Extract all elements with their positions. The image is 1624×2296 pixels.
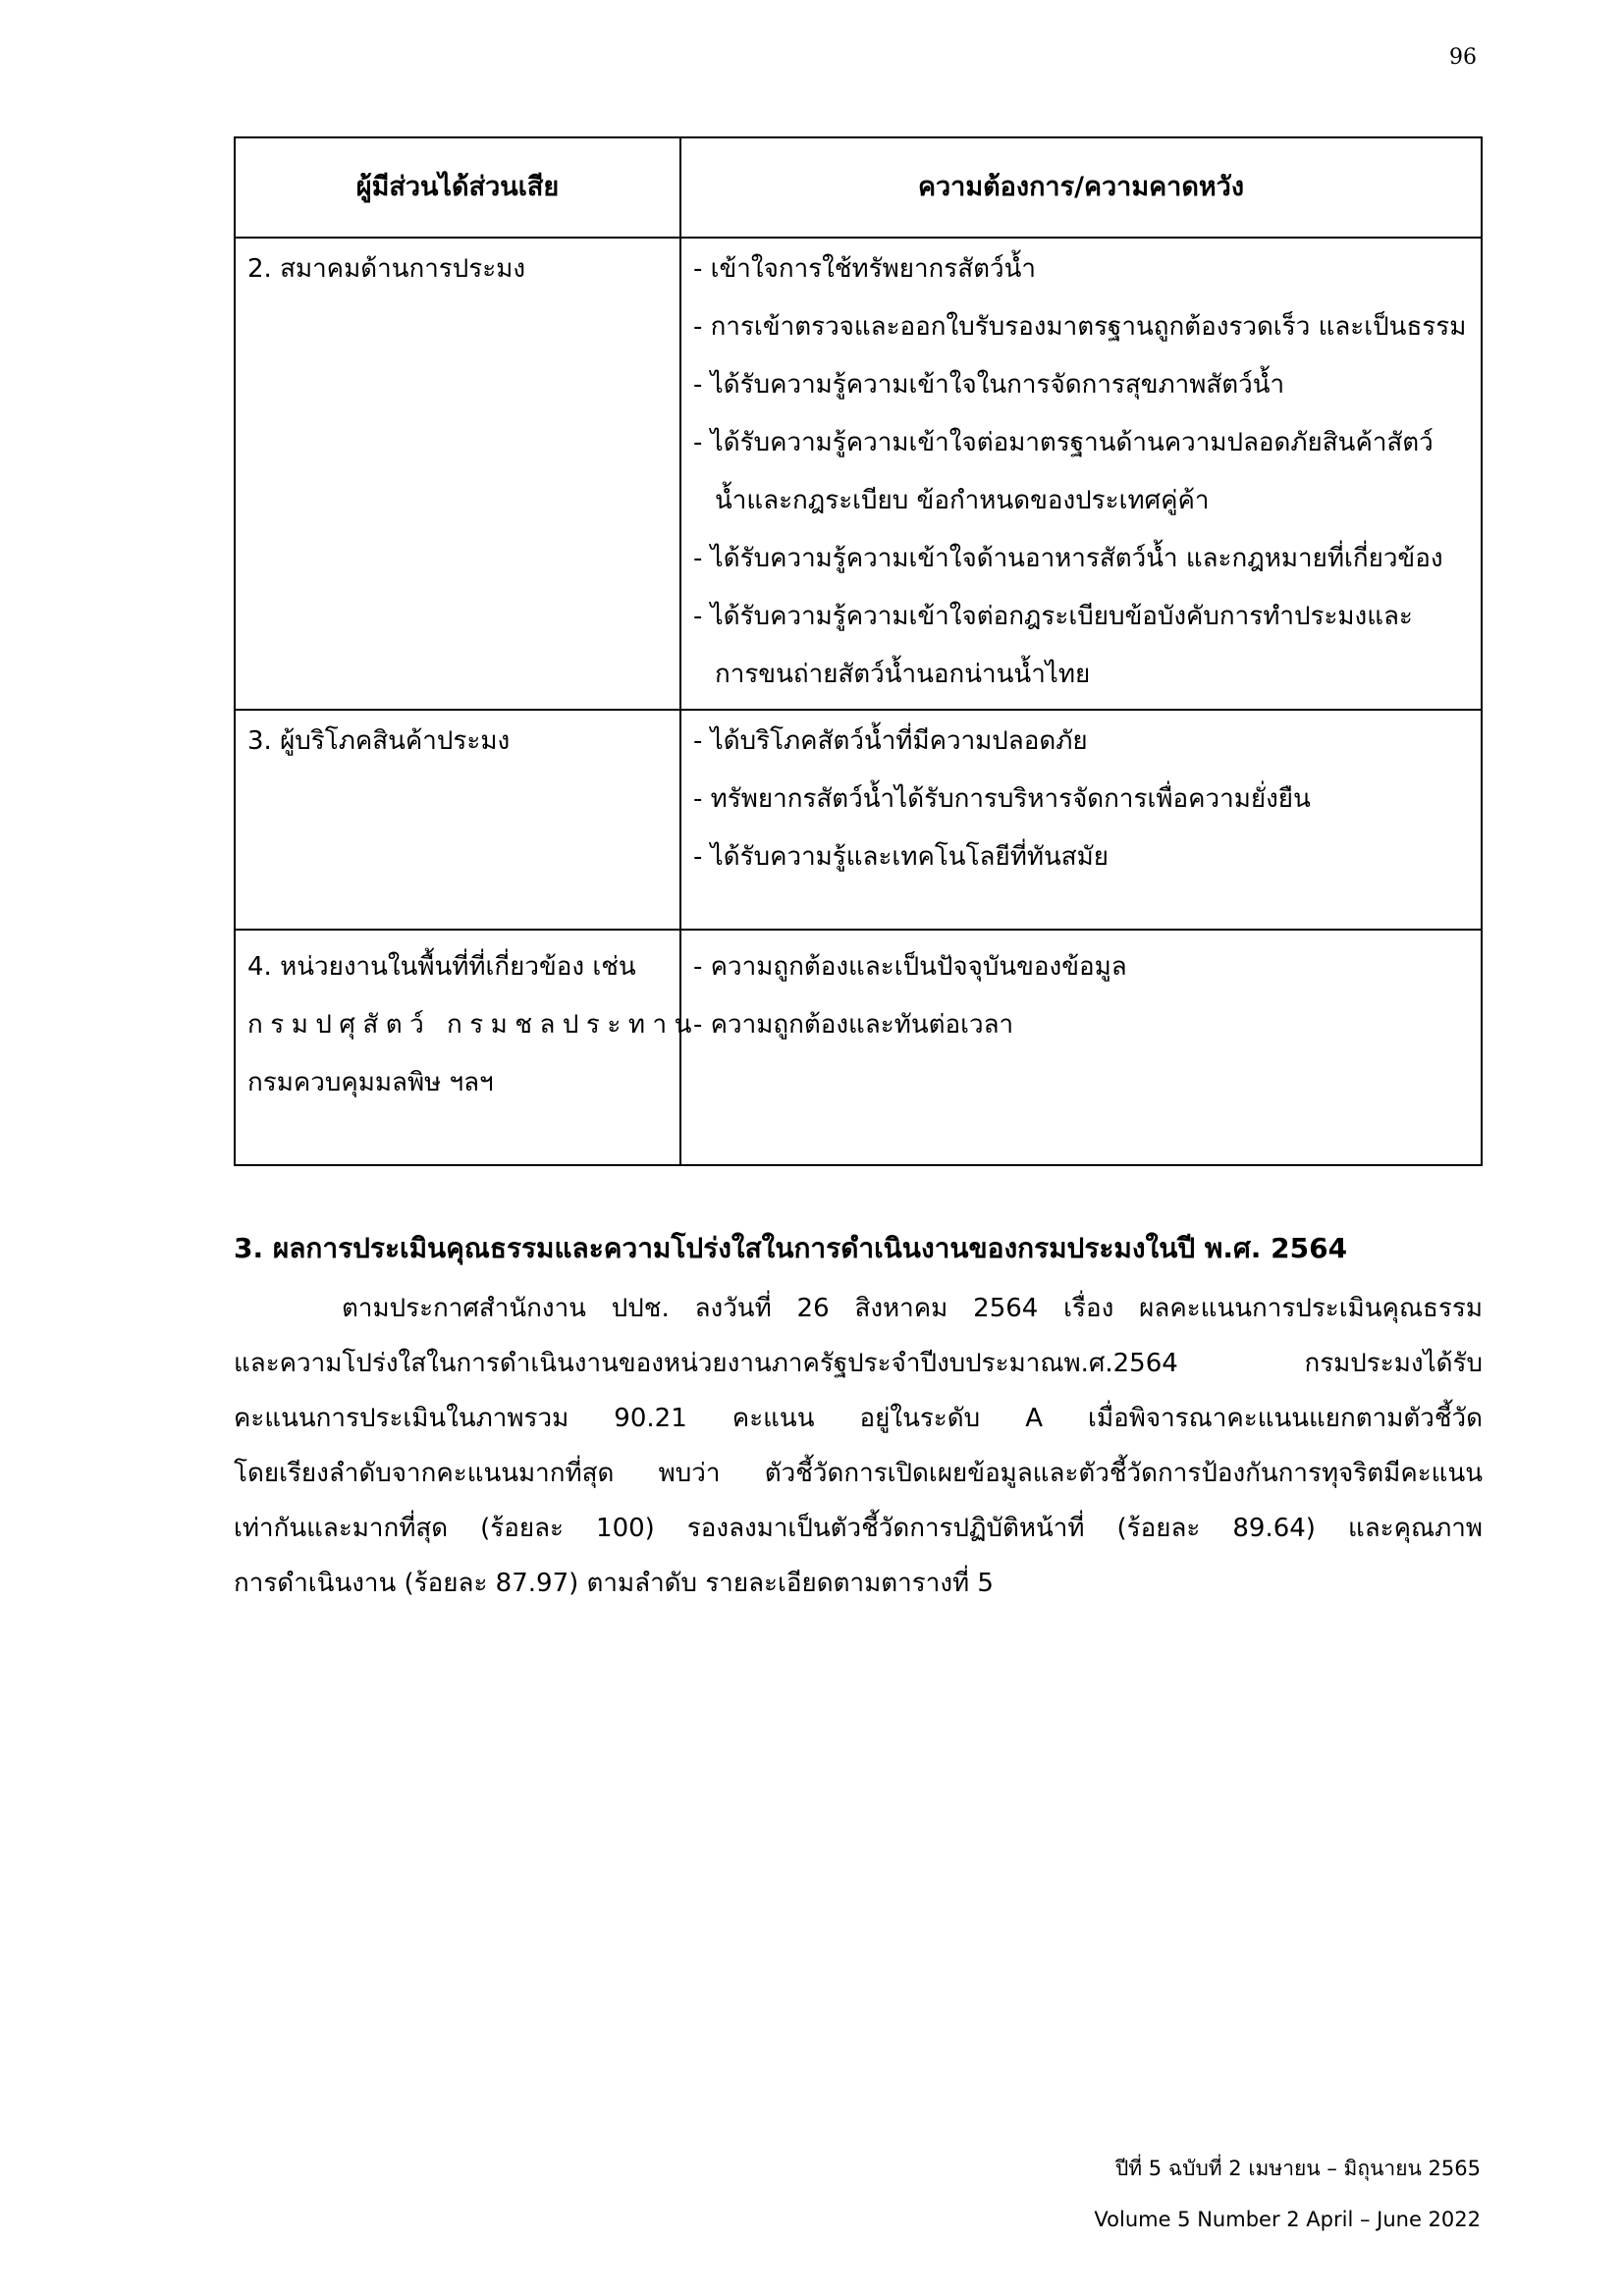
expectation-line: - ได้บริโภคสัตว์น้ำที่มีความปลอดภัย: [693, 726, 1088, 756]
footer: [1094, 2143, 1481, 2245]
stakeholder-cell: [235, 930, 699, 1165]
table-row: [235, 238, 1482, 710]
paragraph-line: เท่ากันและมากที่สุด (ร้อยละ 100) รองลงมาเป็นตัวชี้วัดการปฏิบัติหน้าที่ (ร้อยละ 89.64) และคุณภาพ: [234, 1514, 1483, 1543]
table-row: [235, 930, 1482, 1165]
expectation-line: การขนถ่ายสัตว์น้ำนอกน่านน้ำไทย: [715, 660, 1091, 689]
expectation-line: - ได้รับความรู้ความเข้าใจต่อมาตรฐานด้านความปลอดภัยสินค้าสัตว์: [693, 428, 1434, 457]
expectation-line: - เข้าใจการใช้ทรัพยากรสัตว์น้ำ: [693, 254, 1036, 284]
stakeholder-line: กรมควบคุมมลพิษ ฯลฯ: [247, 1068, 494, 1097]
expectation-cell: [680, 238, 1482, 710]
expectation-cell: [680, 930, 1482, 1165]
expectation-line: - ได้รับความรู้ความเข้าใจต่อกฎระเบียบข้อบังคับการทำประมงและ: [693, 602, 1413, 631]
stakeholder-line: 2. สมาคมด้านการประมง: [247, 254, 526, 284]
section-heading: 3. ผลการประเมินคุณธรรมและความโปร่งใสในการดำเนินงานของกรมประมงในปี พ.ศ. 2564: [234, 1232, 1348, 1264]
paragraph-line: คะแนนการประเมินในภาพรวม 90.21 คะแนน อยู่ในระดับ A เมื่อพิจารณาคะแนนแยกตามตัวชี้วัด: [234, 1404, 1483, 1433]
expectation-cell: [680, 710, 1482, 930]
expectation-line: น้ำและกฎระเบียบ ข้อกำหนดของประเทศคู่ค้า: [715, 486, 1210, 515]
header-stakeholder: ผู้มีส่วนได้ส่วนเสีย: [235, 137, 680, 238]
stakeholder-cell: [235, 238, 680, 710]
expectation-line: - ได้รับความรู้ความเข้าใจด้านอาหารสัตว์น้ำ และกฎหมายที่เกี่ยวข้อง: [693, 544, 1443, 573]
page-number: 96: [1449, 45, 1477, 70]
expectation-line: - ได้รับความรู้และเทคโนโลยีที่ทันสมัย: [693, 842, 1110, 872]
expectation-line: - ความถูกต้องและเป็นปัจจุบันของข้อมูล: [693, 952, 1127, 982]
paragraph-line: ตามประกาศสำนักงาน ปปช. ลงวันที่ 26 สิงหาคม 2564 เรื่อง ผลคะแนนการประเมินคุณธรรม: [342, 1294, 1483, 1323]
header-expectation: ความต้องการ/ความคาดหวัง: [680, 137, 1482, 238]
footer-thai: ปีที่ 5 ฉบับที่ 2 เมษายน – มิถุนายน 2565: [1114, 2157, 1481, 2180]
stakeholder-cell: [235, 710, 680, 930]
paragraph-line: และความโปร่งใสในการดำเนินงานของหน่วยงานภาครัฐประจำปีงบประมาณพ.ศ.2564 กรมประมงได้รับ: [234, 1349, 1483, 1378]
paragraph-line: การดำเนินงาน (ร้อยละ 87.97) ตามลำดับ รายละเอียดตามตารางที่ 5: [234, 1569, 994, 1598]
stakeholder-line: 4. หน่วยงานในพื้นที่ที่เกี่ยวข้อง เช่น: [247, 952, 636, 982]
stakeholder-line: กรมปศุสัตว์ กรมชลประทาน: [247, 1010, 699, 1040]
table-header-row: [235, 137, 1482, 238]
expectation-line: - ได้รับความรู้ความเข้าใจในการจัดการสุขภาพสัตว์น้ำ: [693, 370, 1285, 400]
stakeholder-line: 3. ผู้บริโภคสินค้าประมง: [247, 726, 511, 756]
expectation-line: - การเข้าตรวจและออกใบรับรองมาตรฐานถูกต้องรวดเร็ว และเป็นธรรม: [693, 312, 1467, 342]
section-paragraph: [234, 1281, 1483, 1611]
footer-english: Volume 5 Number 2 April – June 2022: [1094, 2208, 1481, 2231]
expectation-line: - ทรัพยากรสัตว์น้ำได้รับการบริหารจัดการเพื่อความยั่งยืน: [693, 784, 1311, 814]
stakeholder-table: [234, 136, 1483, 1166]
table-row: [235, 710, 1482, 930]
paragraph-line: โดยเรียงลำดับจากคะแนนมากที่สุด พบว่า ตัวชี้วัดการเปิดเผยข้อมูลและตัวชี้วัดการป้องกันการทุจริตมีคะแนน: [234, 1459, 1483, 1488]
expectation-line: - ความถูกต้องและทันต่อเวลา: [693, 1010, 1014, 1040]
